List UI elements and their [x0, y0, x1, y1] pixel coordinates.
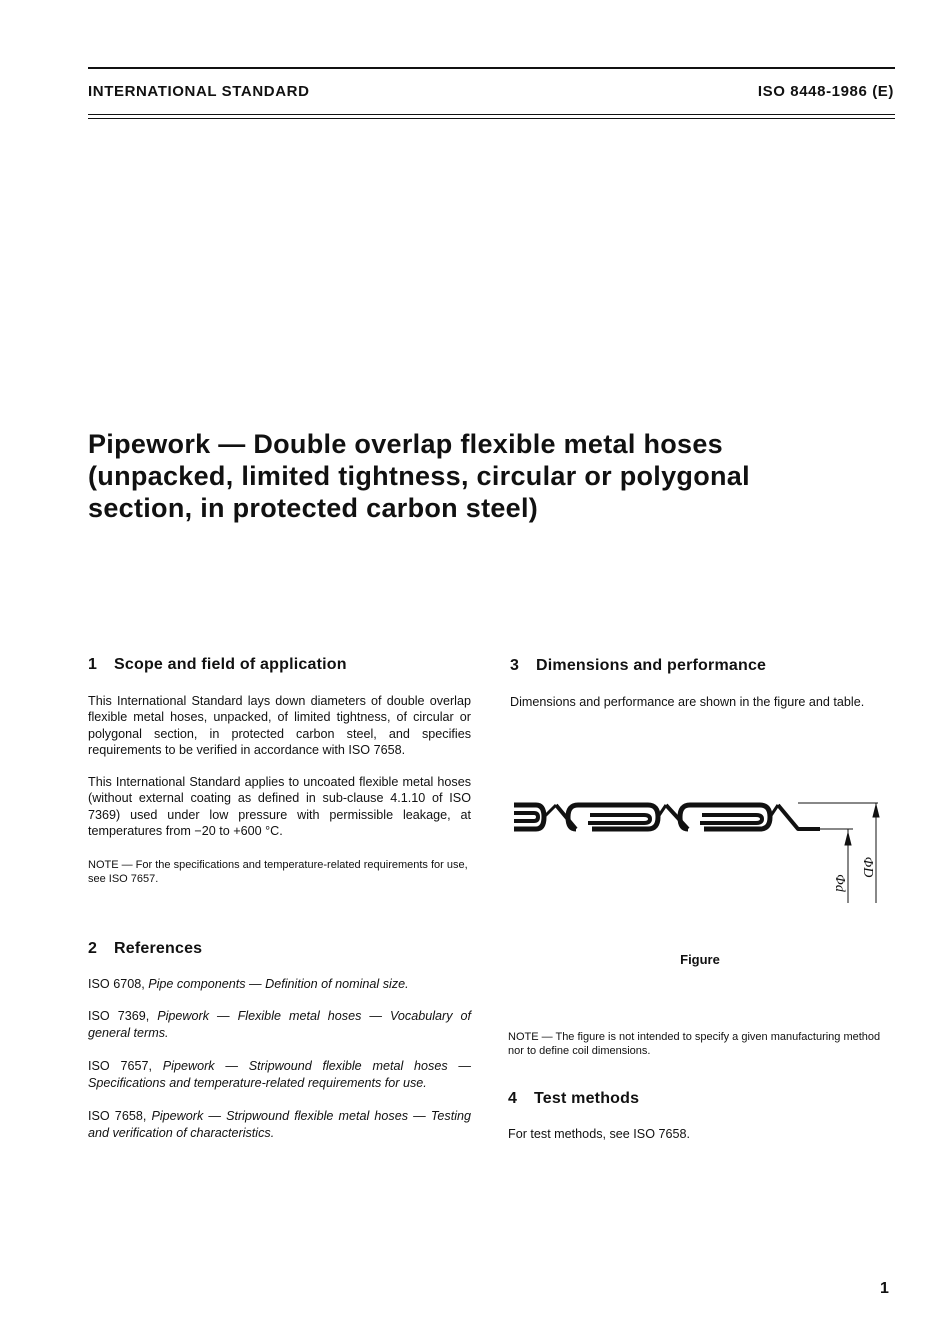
section-3-note-block — [508, 1030, 895, 1058]
section-4-paragraph: For test methods, see ISO 7658. — [508, 1126, 691, 1141]
header-standard-number: ISO 8448-1986 (E) — [757, 83, 894, 100]
reference-item: ISO 6708, Pipe components — Definition of nominal size. — [88, 976, 409, 991]
inner-diameter-label: Φd — [832, 874, 847, 892]
figure-note: NOTE — The figure is not intended to specify a given manufacturing method nor to define coil dimensions. — [508, 1031, 881, 1057]
title-line-3: section, in protected carbon steel) — [88, 493, 539, 523]
reference-item: ISO 7657, Pipework — Stripwound flexible metal hoses — Specifications and temperature-related requirements for use. — [88, 1059, 471, 1090]
page-number: 1 — [880, 1280, 889, 1297]
hose-profile-drawing — [514, 805, 820, 829]
section-1-note: NOTE — For the specifications and temperature-related requirements for use, see ISO 7657. — [88, 858, 468, 885]
header-bottom-rule-2 — [88, 118, 895, 119]
section-3 — [510, 658, 895, 710]
header-top-rule — [88, 67, 895, 69]
header-document-type: INTERNATIONAL STANDARD — [88, 83, 310, 100]
figure-caption: Figure — [680, 952, 720, 967]
outer-diameter-label: ΦD — [860, 856, 875, 878]
section-1-paragraph-2: This International Standard applies to uncoated flexible metal hoses (without external coating as defined in sub-clause 4.1.10 of ISO 7369) used under low pressure with permissible leakage, at temperatures from −20 to +600 °C. — [88, 774, 471, 838]
reference-item: ISO 7369, Pipework — Flexible metal hoses — Vocabulary of general terms. — [88, 1009, 471, 1040]
section-4 — [508, 1091, 895, 1142]
document-title — [88, 428, 868, 524]
section-3-paragraph: Dimensions and performance are shown in the figure and table. — [510, 694, 865, 709]
header-bottom-rule — [88, 114, 895, 115]
section-4-heading: 4 Test methods — [508, 1090, 640, 1107]
section-2 — [88, 941, 471, 1141]
hose-profile-figure — [508, 795, 888, 910]
section-2-heading: 2 References — [88, 940, 203, 957]
title-line-1: Pipework — Double overlap flexible metal hoses — [88, 429, 723, 459]
section-1-heading: 1 Scope and field of application — [88, 656, 347, 673]
title-line-2: (unpacked, limited tightness, circular or polygonal — [88, 461, 750, 491]
section-3-heading: 3 Dimensions and performance — [510, 657, 767, 674]
reference-item: ISO 7658, Pipework — Stripwound flexible metal hoses — Testing and verification of characteristics. — [88, 1109, 471, 1140]
section-1 — [88, 657, 471, 886]
section-1-paragraph-1: This International Standard lays down diameters of double overlap flexible metal hoses, unpacked, of limited tightness, of circular or polygonal section, in protected carbon steel, and specifies requirements to be verified in accordance with ISO 7658. — [88, 693, 471, 757]
